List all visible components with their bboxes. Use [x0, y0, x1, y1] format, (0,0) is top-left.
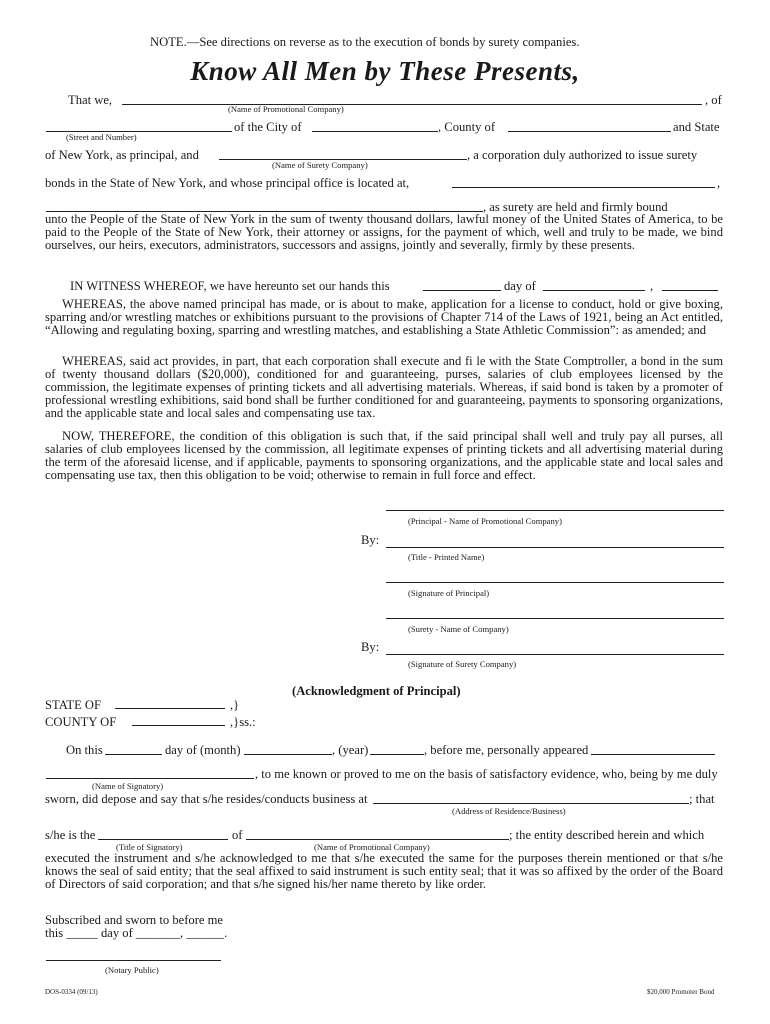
- principal-name-caption: (Principal - Name of Promotional Company): [408, 516, 562, 526]
- state-of-field[interactable]: [115, 708, 225, 709]
- county-ss: ,}ss.:: [230, 715, 256, 729]
- ack-day-field[interactable]: [105, 754, 162, 755]
- whereas-paragraph-1: WHEREAS, the above named principal has made, or is about to make, application for a license to conduct, hold or give boxing, sparring and/or wrestling matches or exhibitions pursuant to the provisions of Chapter 714 of the Laws of 1921, being an Act entitled, “Allowing and regulating boxing, sparring and wrestling matches, and establishing a State Athletic Commission”: as amended; and: [45, 297, 723, 337]
- that-label: ; that: [689, 792, 715, 806]
- principal-name-line[interactable]: [386, 510, 724, 511]
- of-label: , of: [705, 93, 722, 107]
- witness-comma: ,: [650, 279, 654, 293]
- state-brace: ,}: [230, 698, 240, 712]
- city-label: of the City of: [234, 120, 302, 134]
- form-title: Know All Men by These Presents,: [190, 56, 580, 86]
- title-printed-line[interactable]: [386, 547, 724, 548]
- of-label-2: of: [232, 828, 243, 842]
- name-promo-caption: (Name of Promotional Company): [314, 842, 430, 852]
- address-caption: (Address of Residence/Business): [452, 806, 566, 816]
- ack-year-field[interactable]: [370, 754, 424, 755]
- principal-signature-line[interactable]: [386, 582, 724, 583]
- city-field[interactable]: [312, 131, 438, 132]
- acknowledgment-heading: (Acknowledgment of Principal): [292, 684, 461, 698]
- known-proved-label: , to me known or proved to me on the basis of satisfactory evidence, who, being by me duly: [255, 767, 718, 781]
- county-of-label: COUNTY OF: [45, 715, 117, 729]
- she-is-the-label: s/he is the: [45, 828, 96, 842]
- notary-signature-line[interactable]: [46, 960, 221, 961]
- before-me-label: , before me, personally appeared: [424, 743, 589, 757]
- street-caption: (Street and Number): [66, 132, 137, 142]
- bond-label: $20,000 Promoter Bond: [647, 988, 715, 996]
- day-month-label: day of (month): [165, 743, 241, 757]
- note-text: NOTE.—See directions on reverse as to the execution of bonds by surety companies.: [150, 35, 580, 49]
- on-this-label: On this: [66, 743, 103, 757]
- county-label: , County of: [438, 120, 496, 134]
- this-day-label: this _____ day of _______, ______.: [45, 926, 228, 940]
- principal-label: of New York, as principal, and: [45, 148, 199, 162]
- witness-month-field[interactable]: [543, 290, 645, 291]
- promo-company-caption: (Name of Promotional Company): [228, 104, 344, 114]
- surety-signature-caption: (Signature of Surety Company): [408, 659, 517, 669]
- residence-address-field[interactable]: [373, 803, 689, 804]
- entity-label: ; the entity described herein and which: [509, 828, 705, 842]
- witness-label: IN WITNESS WHEREOF, we have hereunto set our hands this: [70, 279, 390, 293]
- form-id: DOS-0334 (09/13): [45, 988, 98, 996]
- office-comma: ,: [717, 176, 721, 190]
- signatory-name-caption: (Name of Signatory): [92, 781, 164, 791]
- ack-promo-company-field[interactable]: [246, 839, 509, 840]
- by-label-principal: By:: [361, 533, 380, 547]
- bonds-label: bonds in the State of New York, and whose principal office is located at,: [45, 176, 410, 190]
- surety-signature-line[interactable]: [386, 654, 724, 655]
- year-label: , (year): [332, 743, 369, 757]
- executed-paragraph: executed the instrument and s/he acknowledged to me that s/he executed the same for the purposes therein mentioned or that s/he knows the seal of said entity; that the seal affixed to said instrument is such entity seal; that it was so affixed by the order of the Board of Directors of said corporation; and that s/he signed his/her name thereto by like order.: [45, 851, 723, 891]
- as-surety-label: , as surety are held and firmly bound: [483, 200, 668, 214]
- bond-paragraph: unto the People of the State of New York in the sum of twenty thousand dollars, lawful money of the United States of America, to be paid to the People of the State of New York, their attorney or assigns, for the payment of which, well and truly to be made, we bind ourselves, our heirs, executors, administrators, successors and assigns, jointly and severally, firmly by these presents.: [45, 212, 723, 252]
- principal-signature-caption: (Signature of Principal): [408, 588, 490, 598]
- subscribed-label: Subscribed and sworn to before me: [45, 913, 224, 927]
- office-address-field[interactable]: [452, 187, 715, 188]
- sworn-label: sworn, did depose and say that s/he resides/conducts business at: [45, 792, 368, 806]
- now-therefore-paragraph: NOW, THEREFORE, the condition of this obligation is such that, if the said principal shall well and truly pay all purses, all salaries of club employees licensed by the commission, all legitimate expenses of printing tickets and all advertising material during the term of the aforesaid license, and if applicable, payments to sponsoring organizations, and the applicable state and local sales and compensating use tax, then this obligation to be void; otherwise to remain in full force and effect.: [45, 429, 723, 482]
- witness-day-of-label: day of: [504, 279, 536, 293]
- that-we-label: That we,: [68, 93, 113, 107]
- corporation-label: , a corporation duly authorized to issue surety: [467, 148, 698, 162]
- state-of-label: STATE OF: [45, 698, 102, 712]
- whereas-paragraph-2: WHEREAS, said act provides, in part, that each corporation shall execute and fi le with the State Comptroller, a bond in the sum of twenty thousand dollars ($20,000), conditioned for and guaranteeing, purses, salaries of club employees licensed by the commission, the legitimate expenses of printing tickets and all advertising materials. Whereas, if said bond is taken by a promoter of professional wrestling exhibitions, said bond shall be further conditioned for and guaranteeing, payments to sponsoring organizations, and the applicable state and local sales and compensating use tax.: [45, 354, 723, 420]
- surety-company-caption: (Name of Surety Company): [272, 160, 368, 170]
- state-label: and State: [673, 120, 720, 134]
- title-printed-caption: (Title - Printed Name): [408, 552, 485, 562]
- notary-caption: (Notary Public): [105, 965, 159, 975]
- surety-name-line[interactable]: [386, 618, 724, 619]
- surety-name-caption: (Surety - Name of Company): [408, 624, 509, 634]
- ack-month-field[interactable]: [244, 754, 332, 755]
- title-signatory-caption: (Title of Signatory): [116, 842, 183, 852]
- appeared-field[interactable]: [591, 754, 715, 755]
- county-field[interactable]: [508, 131, 671, 132]
- by-label-surety: By:: [361, 640, 380, 654]
- promo-company-field[interactable]: [122, 104, 702, 105]
- witness-day-field[interactable]: [423, 290, 501, 291]
- signatory-name-field[interactable]: [46, 778, 254, 779]
- county-of-field[interactable]: [132, 725, 225, 726]
- witness-year-field[interactable]: [662, 290, 718, 291]
- signatory-title-field[interactable]: [98, 839, 228, 840]
